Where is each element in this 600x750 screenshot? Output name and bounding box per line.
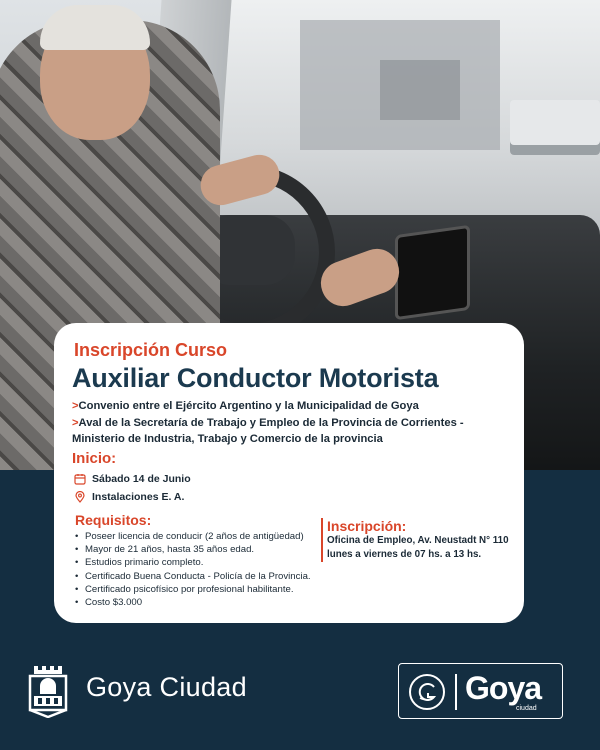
- location-text: Instalaciones E. A.: [92, 491, 185, 503]
- list-item: • Mayor de 21 años, hasta 35 años edad.: [75, 543, 311, 556]
- registration-hours: lunes a viernes de 07 hs. a 13 hs.: [327, 549, 482, 560]
- list-item: • Certificado Buena Conducta - Policía de la Provincia.: [75, 570, 311, 583]
- course-kicker: Inscripción Curso: [74, 340, 228, 360]
- start-date: Sábado 14 de Junio: [92, 473, 191, 485]
- agreement-line: [72, 400, 419, 412]
- registration-block: [321, 518, 509, 562]
- brand-name: Goya Ciudad: [86, 672, 247, 702]
- course-title: Auxiliar Conductor Motorista: [72, 363, 439, 393]
- endorsement-line: [72, 417, 464, 429]
- list-item: • Estudios primario completo.: [75, 556, 311, 569]
- goya-logo: [398, 663, 563, 719]
- ministry-line: [72, 433, 383, 445]
- requirements-list: [75, 530, 311, 609]
- driver-hair: [40, 5, 150, 50]
- registration-address: Oficina de Empleo, Av. Neustadt N° 110: [327, 535, 509, 546]
- list-item: • Certificado psicofísico por profesional habilitante.: [75, 583, 311, 596]
- registration-heading: Inscripción:: [327, 518, 407, 534]
- start-heading: Inicio:: [72, 450, 117, 467]
- dashboard-screen: [395, 225, 470, 321]
- background-truck: [510, 100, 600, 155]
- goya-logo-icon: [409, 674, 445, 710]
- agreement-text: Convenio entre el Ejército Argentino y la Municipalidad de Goya: [78, 400, 419, 412]
- goya-swirl-icon: [411, 676, 443, 708]
- arrow-marker: >: [72, 417, 79, 429]
- location-pin-icon: [74, 491, 86, 503]
- calendar-icon: [74, 473, 86, 485]
- background-building: [380, 60, 460, 120]
- list-item: • Costo $3.000: [75, 596, 311, 609]
- start-date-row: [74, 473, 191, 485]
- logo-wordmark: Goya: [465, 670, 542, 706]
- logo-separator: [455, 674, 457, 710]
- list-item: • Poseer licencia de conducir (2 años de antigüedad): [75, 530, 311, 543]
- arrow-marker: >: [72, 400, 79, 412]
- endorsement-text: Aval de la Secretaría de Trabajo y Empleo de la Provincia de Corrientes -: [78, 417, 464, 429]
- logo-subtitle: ciudad: [516, 705, 537, 712]
- municipal-crest-icon: [26, 660, 70, 718]
- location-row: [74, 491, 184, 503]
- ministry-text: Ministerio de Industria, Trabajo y Comercio de la provincia: [72, 433, 383, 445]
- requirements-heading: Requisitos:: [75, 512, 152, 528]
